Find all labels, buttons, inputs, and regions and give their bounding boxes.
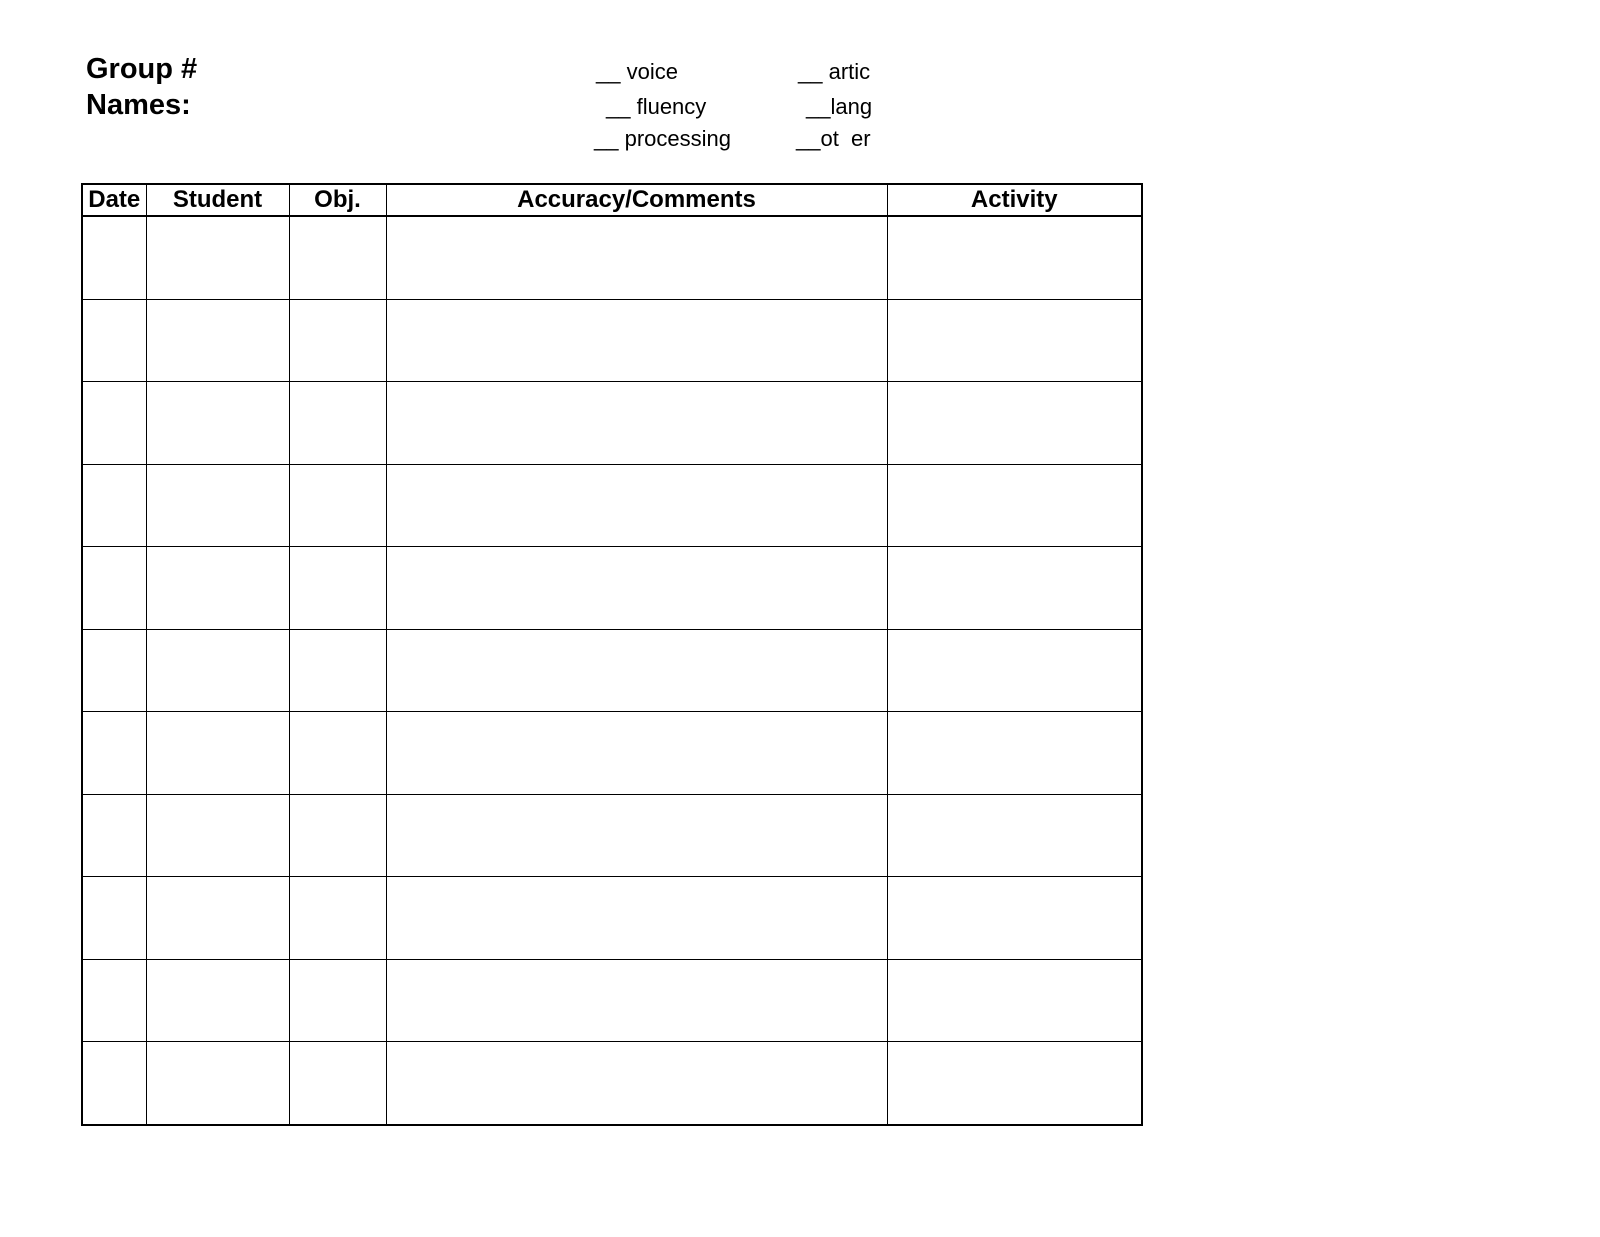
activity-cell[interactable]	[887, 629, 1142, 712]
activity-cell[interactable]	[887, 547, 1142, 630]
accuracy-comments-cell[interactable]	[386, 299, 887, 382]
date-cell[interactable]	[82, 216, 146, 299]
table-row	[82, 299, 1142, 382]
date-cell[interactable]	[82, 299, 146, 382]
student-cell[interactable]	[146, 299, 289, 382]
objective-cell[interactable]	[289, 1042, 386, 1125]
activity-cell[interactable]	[887, 382, 1142, 465]
column-header-accuracy-comments: Accuracy/Comments	[386, 184, 887, 216]
objective-cell[interactable]	[289, 629, 386, 712]
student-cell[interactable]	[146, 464, 289, 547]
accuracy-comments-cell[interactable]	[386, 959, 887, 1042]
option-other: __ot er	[796, 126, 871, 151]
accuracy-comments-cell[interactable]	[386, 712, 887, 795]
activity-cell[interactable]	[887, 216, 1142, 299]
column-header-activity: Activity	[887, 184, 1142, 216]
accuracy-comments-cell[interactable]	[386, 877, 887, 960]
option-fluency: __ fluency	[606, 94, 707, 119]
table-row	[82, 216, 1142, 299]
student-cell[interactable]	[146, 794, 289, 877]
group-number-label: Group #	[86, 53, 198, 85]
accuracy-comments-cell[interactable]	[386, 1042, 887, 1125]
date-cell[interactable]	[82, 712, 146, 795]
table-row	[82, 464, 1142, 547]
table-row	[82, 382, 1142, 465]
student-cell[interactable]	[146, 877, 289, 960]
activity-cell[interactable]	[887, 794, 1142, 877]
date-cell[interactable]	[82, 382, 146, 465]
table-header-row	[82, 184, 1142, 216]
names-label: Names:	[86, 89, 191, 121]
activity-cell[interactable]	[887, 299, 1142, 382]
date-cell[interactable]	[82, 464, 146, 547]
option-processing: __ processing	[594, 126, 731, 151]
student-cell[interactable]	[146, 382, 289, 465]
objective-cell[interactable]	[289, 877, 386, 960]
activity-cell[interactable]	[887, 464, 1142, 547]
option-lang: __lang	[806, 94, 873, 119]
date-cell[interactable]	[82, 794, 146, 877]
activity-cell[interactable]	[887, 712, 1142, 795]
student-cell[interactable]	[146, 959, 289, 1042]
objective-cell[interactable]	[289, 959, 386, 1042]
table-row	[82, 629, 1142, 712]
student-cell[interactable]	[146, 629, 289, 712]
accuracy-comments-cell[interactable]	[386, 216, 887, 299]
student-cell[interactable]	[146, 712, 289, 795]
column-header-date: Date	[82, 184, 146, 216]
table-row	[82, 547, 1142, 630]
activity-cell[interactable]	[887, 877, 1142, 960]
accuracy-comments-cell[interactable]	[386, 629, 887, 712]
date-cell[interactable]	[82, 959, 146, 1042]
accuracy-comments-cell[interactable]	[386, 547, 887, 630]
objective-cell[interactable]	[289, 794, 386, 877]
option-voice: __ voice	[596, 59, 678, 84]
objective-cell[interactable]	[289, 547, 386, 630]
column-header-student: Student	[146, 184, 289, 216]
table-row	[82, 1042, 1142, 1125]
activity-cell[interactable]	[887, 959, 1142, 1042]
accuracy-comments-cell[interactable]	[386, 382, 887, 465]
table-row	[82, 794, 1142, 877]
activity-cell[interactable]	[887, 1042, 1142, 1125]
student-cell[interactable]	[146, 1042, 289, 1125]
date-cell[interactable]	[82, 547, 146, 630]
objective-cell[interactable]	[289, 382, 386, 465]
objective-cell[interactable]	[289, 464, 386, 547]
date-cell[interactable]	[82, 877, 146, 960]
student-cell[interactable]	[146, 216, 289, 299]
student-cell[interactable]	[146, 547, 289, 630]
objective-cell[interactable]	[289, 299, 386, 382]
option-artic: __ artic	[798, 59, 871, 84]
table-body	[82, 216, 1142, 1125]
table-row	[82, 959, 1142, 1042]
column-header-objective: Obj.	[289, 184, 386, 216]
objective-cell[interactable]	[289, 216, 386, 299]
table-row	[82, 712, 1142, 795]
date-cell[interactable]	[82, 1042, 146, 1125]
table-row	[82, 877, 1142, 960]
date-cell[interactable]	[82, 629, 146, 712]
session-log-table	[81, 183, 1143, 1126]
accuracy-comments-cell[interactable]	[386, 794, 887, 877]
accuracy-comments-cell[interactable]	[386, 464, 887, 547]
objective-cell[interactable]	[289, 712, 386, 795]
